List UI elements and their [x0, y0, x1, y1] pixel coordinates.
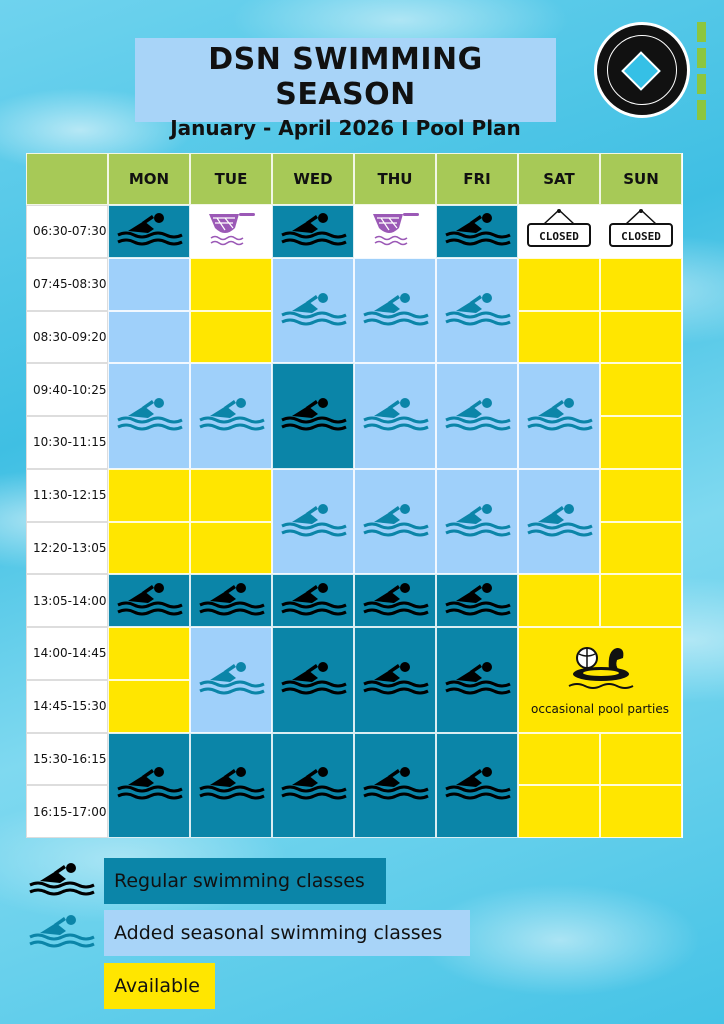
svg-text:CLOSED: CLOSED: [539, 230, 579, 244]
bar: [697, 74, 706, 94]
corner-cell: [26, 153, 108, 205]
available-slot: [600, 522, 682, 575]
added-slot: [272, 469, 354, 575]
regular-slot: [272, 574, 354, 627]
school-logo-icon: [594, 22, 690, 118]
legend-available: [104, 963, 215, 1009]
added-slot: [518, 363, 600, 469]
closed-slot: [518, 205, 600, 258]
swimmer-icon: [278, 291, 348, 331]
available-slot: [600, 416, 682, 469]
regular-slot: [354, 574, 436, 627]
added-slot: [190, 627, 272, 733]
available-slot: [108, 680, 190, 733]
regular-slot: [436, 733, 518, 839]
swimmer-icon: [114, 765, 184, 805]
added-slot: [436, 258, 518, 364]
swimmer-icon: [442, 765, 512, 805]
added-slot: [108, 311, 190, 364]
cleaning-slot: [354, 205, 436, 258]
available-slot: [108, 627, 190, 680]
time-label: 12:20-13:05: [26, 522, 108, 575]
swimmer-icon: [26, 913, 96, 953]
added-slot: [354, 363, 436, 469]
added-slot: [354, 258, 436, 364]
closed-sign-icon: [606, 208, 676, 254]
swimmer-icon: [524, 396, 594, 436]
available-slot: [600, 469, 682, 522]
available-slot: [600, 574, 682, 627]
regular-slot: [354, 733, 436, 839]
time-label: 15:30-16:15: [26, 733, 108, 786]
day-header: TUE: [190, 153, 272, 205]
available-slot: [190, 258, 272, 311]
added-slot: [108, 258, 190, 311]
time-label: 10:30-11:15: [26, 416, 108, 469]
day-header: WED: [272, 153, 354, 205]
legend-added-label: Added seasonal swimming classes: [104, 910, 470, 956]
swimmer-icon: [26, 861, 96, 901]
available-slot: [518, 311, 600, 364]
swimmer-icon: [442, 581, 512, 621]
swimmer-icon: [442, 291, 512, 331]
pool-party-label: occasional pool parties: [531, 701, 669, 716]
day-header: SUN: [600, 153, 682, 205]
swimmer-icon: [114, 581, 184, 621]
closed-slot: [600, 205, 682, 258]
schedule-grid: [26, 153, 683, 838]
page-subtitle: January - April 2026 I Pool Plan: [170, 116, 521, 140]
available-slot: [518, 258, 600, 311]
swimmer-icon: [360, 291, 430, 331]
swimmer-icon: [278, 211, 348, 251]
day-header: FRI: [436, 153, 518, 205]
available-slot: [600, 258, 682, 311]
time-label: 07:45-08:30: [26, 258, 108, 311]
available-slot: [600, 363, 682, 416]
closed-sign-icon: [524, 208, 594, 254]
regular-slot: [436, 205, 518, 258]
day-header: THU: [354, 153, 436, 205]
available-slot: [518, 574, 600, 627]
available-slot: [518, 785, 600, 838]
available-slot: [600, 733, 682, 786]
bar: [697, 22, 706, 42]
pool-net-icon: [203, 210, 259, 252]
swimmer-icon: [278, 581, 348, 621]
regular-slot: [272, 363, 354, 469]
legend-regular-label: Regular swimming classes: [104, 858, 386, 904]
added-slot: [436, 363, 518, 469]
swimmer-icon: [114, 396, 184, 436]
swimmer-icon: [278, 396, 348, 436]
available-slot: [190, 522, 272, 575]
swimmer-icon: [360, 660, 430, 700]
time-label: 13:05-14:00: [26, 574, 108, 627]
page-title: DSN SWIMMING SEASON: [208, 42, 483, 112]
added-slot: [108, 363, 190, 469]
regular-slot: [436, 627, 518, 733]
pool-party-icon: [565, 644, 635, 698]
time-label: 11:30-12:15: [26, 469, 108, 522]
added-slot: [190, 363, 272, 469]
swimmer-icon: [196, 660, 266, 700]
regular-slot: [108, 205, 190, 258]
swimmer-icon: [442, 396, 512, 436]
pool-party-slot: [518, 627, 682, 733]
added-slot: [354, 469, 436, 575]
day-header: SAT: [518, 153, 600, 205]
legend-available-label: Available: [104, 963, 215, 1009]
swimmer-icon: [196, 581, 266, 621]
time-label: 14:00-14:45: [26, 627, 108, 680]
svg-text:CLOSED: CLOSED: [621, 230, 661, 244]
swimmer-icon: [442, 211, 512, 251]
swimmer-icon: [360, 396, 430, 436]
added-slot: [518, 469, 600, 575]
time-label: 08:30-09:20: [26, 311, 108, 364]
available-slot: [190, 469, 272, 522]
swimmer-icon: [442, 660, 512, 700]
swimmer-icon: [196, 396, 266, 436]
available-slot: [600, 785, 682, 838]
time-label: 16:15-17:00: [26, 785, 108, 838]
swimmer-icon: [278, 765, 348, 805]
added-slot: [436, 469, 518, 575]
logo-bars: [697, 22, 706, 126]
pool-net-icon: [367, 210, 423, 252]
swimmer-icon: [278, 660, 348, 700]
regular-slot: [190, 574, 272, 627]
available-slot: [190, 311, 272, 364]
swimmer-icon: [524, 502, 594, 542]
bar: [697, 48, 706, 68]
time-label: 14:45-15:30: [26, 680, 108, 733]
time-label: 09:40-10:25: [26, 363, 108, 416]
swimmer-icon: [360, 765, 430, 805]
regular-slot: [272, 627, 354, 733]
title-box: [135, 38, 556, 140]
regular-slot: [436, 574, 518, 627]
time-label: 06:30-07:30: [26, 205, 108, 258]
available-slot: [518, 733, 600, 786]
regular-slot: [108, 733, 190, 839]
legend-added: [26, 910, 470, 956]
swimmer-icon: [360, 581, 430, 621]
regular-slot: [272, 733, 354, 839]
legend-regular: [26, 858, 386, 904]
swimmer-icon: [442, 502, 512, 542]
cleaning-slot: [190, 205, 272, 258]
swimmer-icon: [196, 765, 266, 805]
regular-slot: [108, 574, 190, 627]
available-slot: [108, 469, 190, 522]
regular-slot: [354, 627, 436, 733]
swimmer-icon: [360, 502, 430, 542]
added-slot: [272, 258, 354, 364]
available-slot: [600, 311, 682, 364]
regular-slot: [272, 205, 354, 258]
day-header: MON: [108, 153, 190, 205]
swimmer-icon: [278, 502, 348, 542]
available-slot: [108, 522, 190, 575]
regular-slot: [190, 733, 272, 839]
bar: [697, 100, 706, 120]
swimmer-icon: [114, 211, 184, 251]
